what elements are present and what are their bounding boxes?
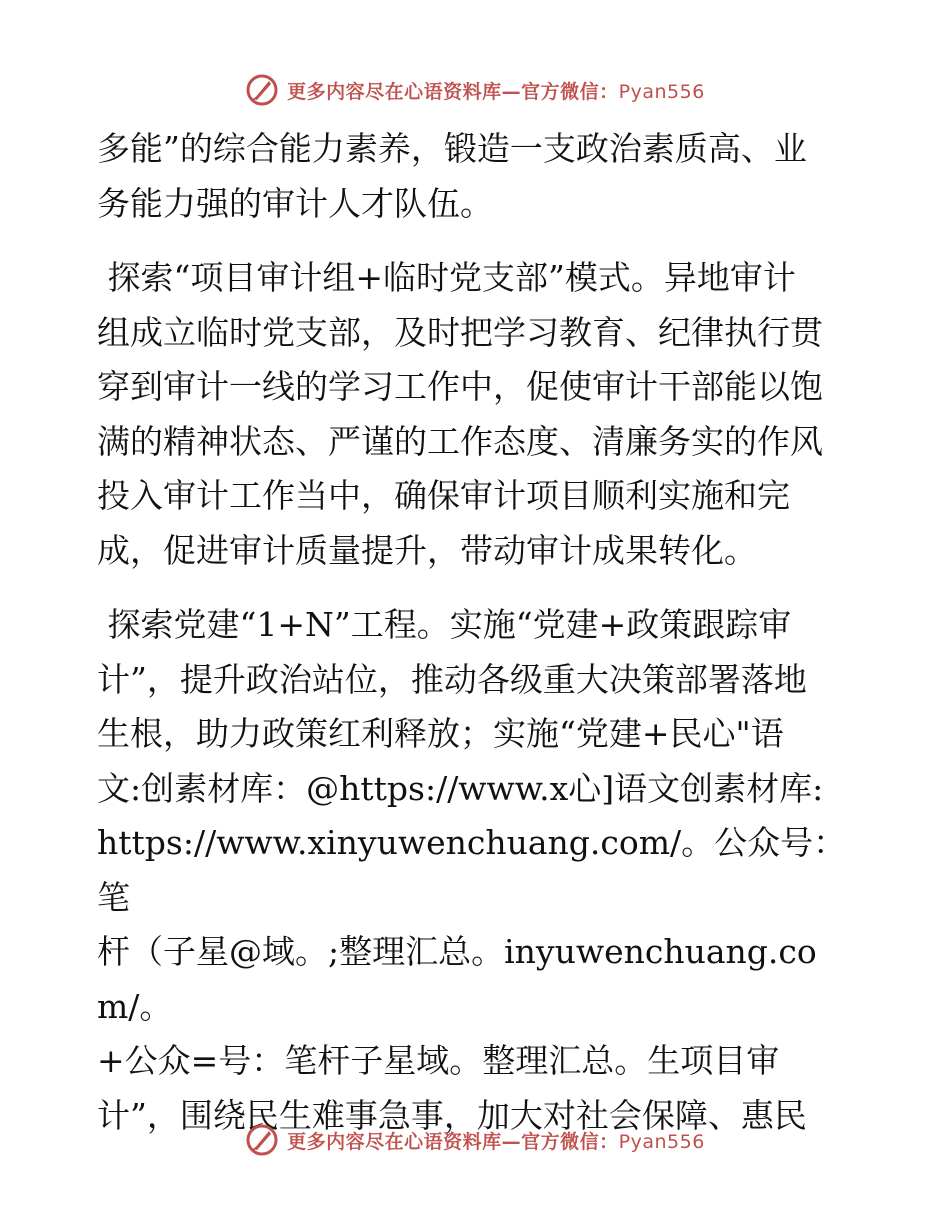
text-line: 计”，围绕民生难事急事，加大对社会保障、惠民 — [97, 1095, 807, 1135]
banner-handle: Pyan556 — [618, 80, 705, 103]
text-line: 计”，提升政治站位，推动各级重大决策部署落地 — [97, 659, 807, 699]
text-line: 杆（子星@域。;整理汇总。inyuwenchuang.com/。 — [97, 932, 817, 1026]
paragraph-3 — [97, 598, 857, 1143]
footer-banner — [0, 1120, 950, 1160]
quill-pen-circle-icon — [245, 1123, 279, 1157]
text-line: 务能力强的审计人才队伍。 — [97, 183, 493, 223]
paragraph-1 — [97, 122, 857, 231]
banner-text: 更多内容尽在心语资料库—官方微信：Pyan556 — [287, 1130, 705, 1153]
text-line: 穿到审计一线的学习工作中，促使审计干部能以饱 — [97, 367, 823, 406]
text-line: https://www.xinyuwenchuang.com/。公众号：笔 — [97, 823, 847, 917]
banner-handle: Pyan556 — [618, 1130, 705, 1153]
text-line: +公众=号：笔杆子星域。整理汇总。生项目审 — [97, 1041, 780, 1080]
text-line: 探索党建“1+N”工程。实施“党建+政策跟踪审 — [97, 605, 792, 644]
text-line: 多能”的综合能力素养，锻造一支政治素质高、业 — [97, 129, 807, 168]
quill-pen-circle-icon — [245, 73, 279, 107]
text-line: 组成立临时党支部，及时把学习教育、纪律执行贯 — [97, 312, 823, 352]
text-line: 投入审计工作当中，确保审计项目顺利实施和完 — [97, 476, 790, 515]
document-body — [97, 122, 857, 1143]
header-banner — [0, 70, 950, 110]
text-line: 成，促进审计质量提升，带动审计成果转化。 — [97, 530, 757, 570]
paragraph-2 — [97, 251, 857, 578]
text-line: 文:创素材库：@https://www.x心]语文创素材库: — [97, 768, 824, 808]
banner-text: 更多内容尽在心语资料库—官方微信：Pyan556 — [287, 80, 705, 103]
text-line: 生根，助力政策红利释放；实施“党建+民心"语 — [97, 714, 784, 753]
text-line: 探索“项目审计组+临时党支部”模式。异地审计 — [97, 258, 796, 297]
text-line: 满的精神状态、严谨的工作态度、清廉务实的作风 — [97, 421, 823, 461]
